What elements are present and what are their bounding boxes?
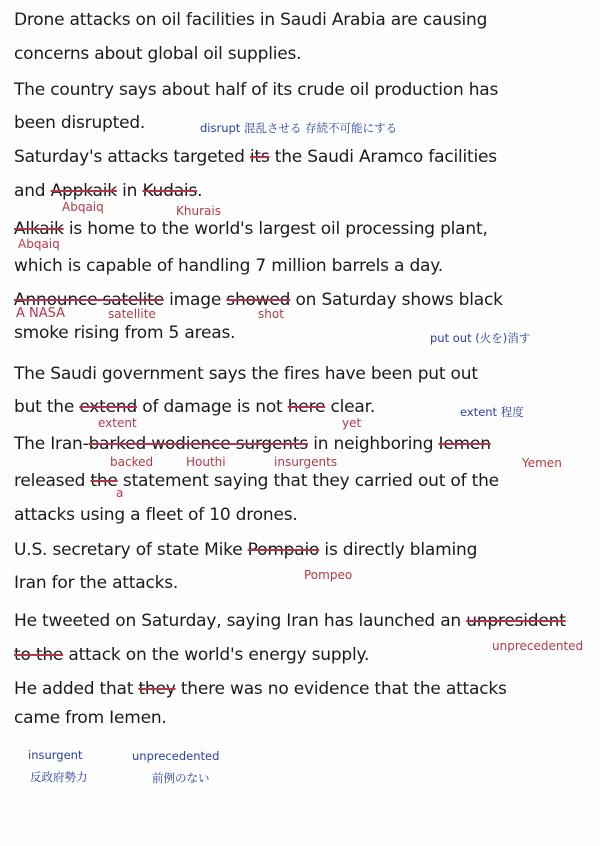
text-line-6 <box>14 181 202 201</box>
note-insurgent: insurgent <box>28 748 83 762</box>
line-8-text: which is capable of handling 7 million barrels a day. <box>14 256 443 276</box>
line-18-text-a: He tweeted on Saturday, saying Iran has launched an <box>14 611 467 631</box>
line-12-struck-extend: extend <box>79 397 138 417</box>
line-18-struck-unpresident: unpresident <box>466 611 566 631</box>
line-13-struck-phrase: barked wodience surgents <box>88 434 308 454</box>
correction-a: a <box>116 486 124 500</box>
text-line-14 <box>14 471 499 491</box>
note-put-out: put out (火を)消す <box>430 331 531 345</box>
note-insurgent-jp: 反政府勢力 <box>30 770 88 784</box>
line-13-struck-iemen: Iemen <box>438 434 491 454</box>
text-line-16 <box>14 540 477 560</box>
text-line-1 <box>14 10 487 30</box>
line-9-text-d: on Saturday shows black <box>290 290 503 310</box>
line-5-text-c: the Saudi Aramco facilities <box>269 147 497 167</box>
line-12-text-e: clear. <box>325 397 376 417</box>
correction-abqaiq-1: Abqaiq <box>62 200 104 214</box>
line-20-struck-they: they <box>138 679 176 699</box>
note-disrupt: disrupt 混乱させる 存続不可能にする <box>200 121 398 135</box>
line-21-text: came from Iemen. <box>14 708 167 728</box>
text-line-17 <box>14 573 178 593</box>
line-20-text-a: He added that <box>14 679 139 699</box>
line-5-text-a: Saturday's attacks targeted <box>14 147 250 167</box>
line-1-text: Drone attacks on oil facilities in Saudi Arabia are causing <box>14 10 488 30</box>
correction-abqaiq-2: Abqaiq <box>18 237 60 251</box>
line-17-text: Iran for the attacks. <box>14 573 179 593</box>
correction-khurais: Khurais <box>176 204 221 218</box>
correction-satellite: satellite <box>108 307 156 321</box>
text-line-8 <box>14 256 443 276</box>
line-14-struck-the: the <box>90 471 118 491</box>
line-6-struck-kudais: Kudais <box>142 181 198 201</box>
line-7-text-b: is home to the world's largest oil processing plant, <box>63 219 488 239</box>
text-line-5 <box>14 147 497 167</box>
note-unprecedented: unprecedented <box>132 749 220 763</box>
line-12-text-a: but the <box>14 397 80 417</box>
line-6-text-a: and <box>14 181 51 201</box>
text-line-7 <box>14 219 488 239</box>
line-13-text-c: in neighboring <box>307 434 439 454</box>
correction-backed: backed <box>110 455 154 469</box>
correction-unprecedented: unprecedented <box>492 639 584 653</box>
correction-extent: extent <box>98 416 137 430</box>
note-extent: extent 程度 <box>460 405 524 419</box>
line-4-text: been disrupted. <box>14 113 146 133</box>
note-unprecedented-jp: 前例のない <box>152 771 210 785</box>
line-9-struck-showed: showed <box>226 290 291 310</box>
line-14-text-c: statement saying that they carried out of the <box>117 471 499 491</box>
line-19-text-b: attack on the world's energy supply. <box>63 645 370 665</box>
correction-pompeo: Pompeo <box>304 568 353 582</box>
line-16-text-a: U.S. secretary of state Mike <box>14 540 248 560</box>
line-5-struck-word: its <box>249 147 270 167</box>
text-line-21 <box>14 708 167 728</box>
line-3-text: The country says about half of its crude oil production has <box>14 80 499 100</box>
line-15-text: attacks using a fleet of 10 drones. <box>14 505 298 525</box>
text-line-4 <box>14 113 145 133</box>
line-6-text-e: . <box>197 181 203 201</box>
line-7-struck-alkaik: Alkaik <box>14 219 64 239</box>
line-6-text-c: in <box>116 181 143 201</box>
correction-houthi: Houthi <box>186 455 226 469</box>
correction-shot: shot <box>258 307 284 321</box>
text-line-2 <box>14 44 301 64</box>
text-line-15 <box>14 505 298 525</box>
text-line-20 <box>14 679 507 699</box>
line-11-text: The Saudi government says the fires have been put out <box>14 364 478 384</box>
line-9-struck-announce: Announce satelite <box>14 290 164 310</box>
text-line-18 <box>14 611 566 631</box>
line-20-text-c: there was no evidence that the attacks <box>175 679 507 699</box>
line-19-struck-to-the: to the <box>14 645 64 665</box>
line-16-struck-pompaio: Pompaio <box>247 540 320 560</box>
line-12-text-c: of damage is not <box>137 397 288 417</box>
correction-yet: yet <box>342 416 362 430</box>
correction-insurgents: insurgents <box>274 455 338 469</box>
line-10-text: smoke rising from 5 areas. <box>14 323 236 343</box>
text-line-12 <box>14 397 375 417</box>
text-line-13 <box>14 434 491 454</box>
text-line-19 <box>14 645 369 665</box>
text-line-10 <box>14 323 235 343</box>
line-16-text-c: is directly blaming <box>319 540 478 560</box>
line-13-text-a: The Iran- <box>14 434 89 454</box>
line-9-text-b: image <box>163 290 227 310</box>
text-line-11 <box>14 364 478 384</box>
correction-a-nasa: A NASA <box>16 306 66 321</box>
line-14-text-a: released <box>14 471 91 491</box>
line-6-struck-appkaik: Appkaik <box>50 181 117 201</box>
line-12-struck-here: here <box>287 397 326 417</box>
text-line-3 <box>14 80 498 100</box>
line-2-text: concerns about global oil supplies. <box>14 44 302 64</box>
correction-yemen: Yemen <box>522 456 562 470</box>
